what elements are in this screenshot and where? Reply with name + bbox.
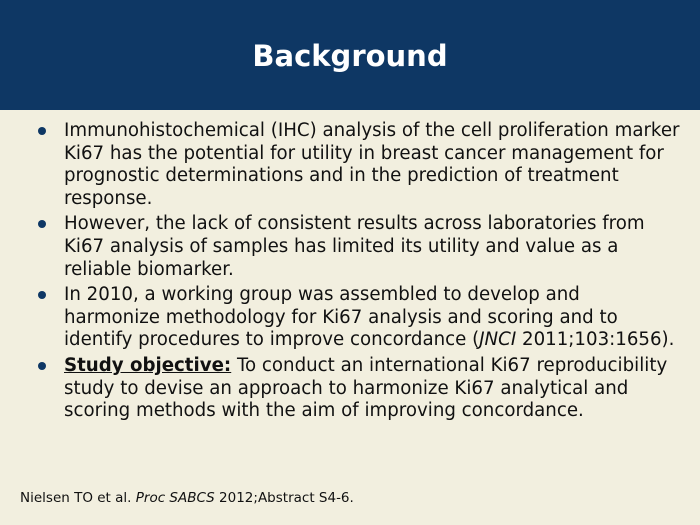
bullet-item-study-objective xyxy=(0,355,700,423)
journal-reference: JNCI xyxy=(479,329,517,351)
citation xyxy=(20,489,354,507)
bullet-text: Immunohistochemical (IHC) analysis of the cell proliferation marker Ki67 has the potential for utility in breast cancer management for prognostic determinations and in the prediction of treatment response. xyxy=(64,120,680,209)
title-banner xyxy=(0,0,700,110)
bullet-text: To conduct an international Ki67 reproducibility study to devise an approach to harmonize Ki67 analytical and scoring methods with the aim of improving concordance. xyxy=(64,354,668,422)
bullet-item-working-group xyxy=(0,284,700,352)
study-objective-label: Study objective: xyxy=(64,354,232,376)
bullet-item-ihc-analysis xyxy=(0,120,700,210)
bullet-item-inconsistent-results xyxy=(0,213,700,281)
bullet-list xyxy=(0,120,700,426)
slide-title: Background xyxy=(252,39,448,73)
citation-authors: Nielsen TO et al. xyxy=(20,490,136,506)
bullet-text: In 2010, a working group was assembled to develop and harmonize methodology for Ki67 analysis and scoring and to identify procedures to improve concordance ( xyxy=(64,284,618,351)
citation-journal: Proc SABCS xyxy=(135,490,215,506)
bullet-dot-icon xyxy=(38,127,46,135)
bullet-dot-icon xyxy=(38,362,46,370)
bullet-dot-icon xyxy=(38,291,46,299)
journal-reference-details: 2011;103:1656). xyxy=(516,329,675,351)
bullet-text: However, the lack of consistent results across laboratories from Ki67 analysis of samples has limited its utility and value as a reliable biomarker. xyxy=(64,213,645,280)
bullet-dot-icon xyxy=(38,220,46,228)
citation-details: 2012;Abstract S4-6. xyxy=(214,490,354,506)
